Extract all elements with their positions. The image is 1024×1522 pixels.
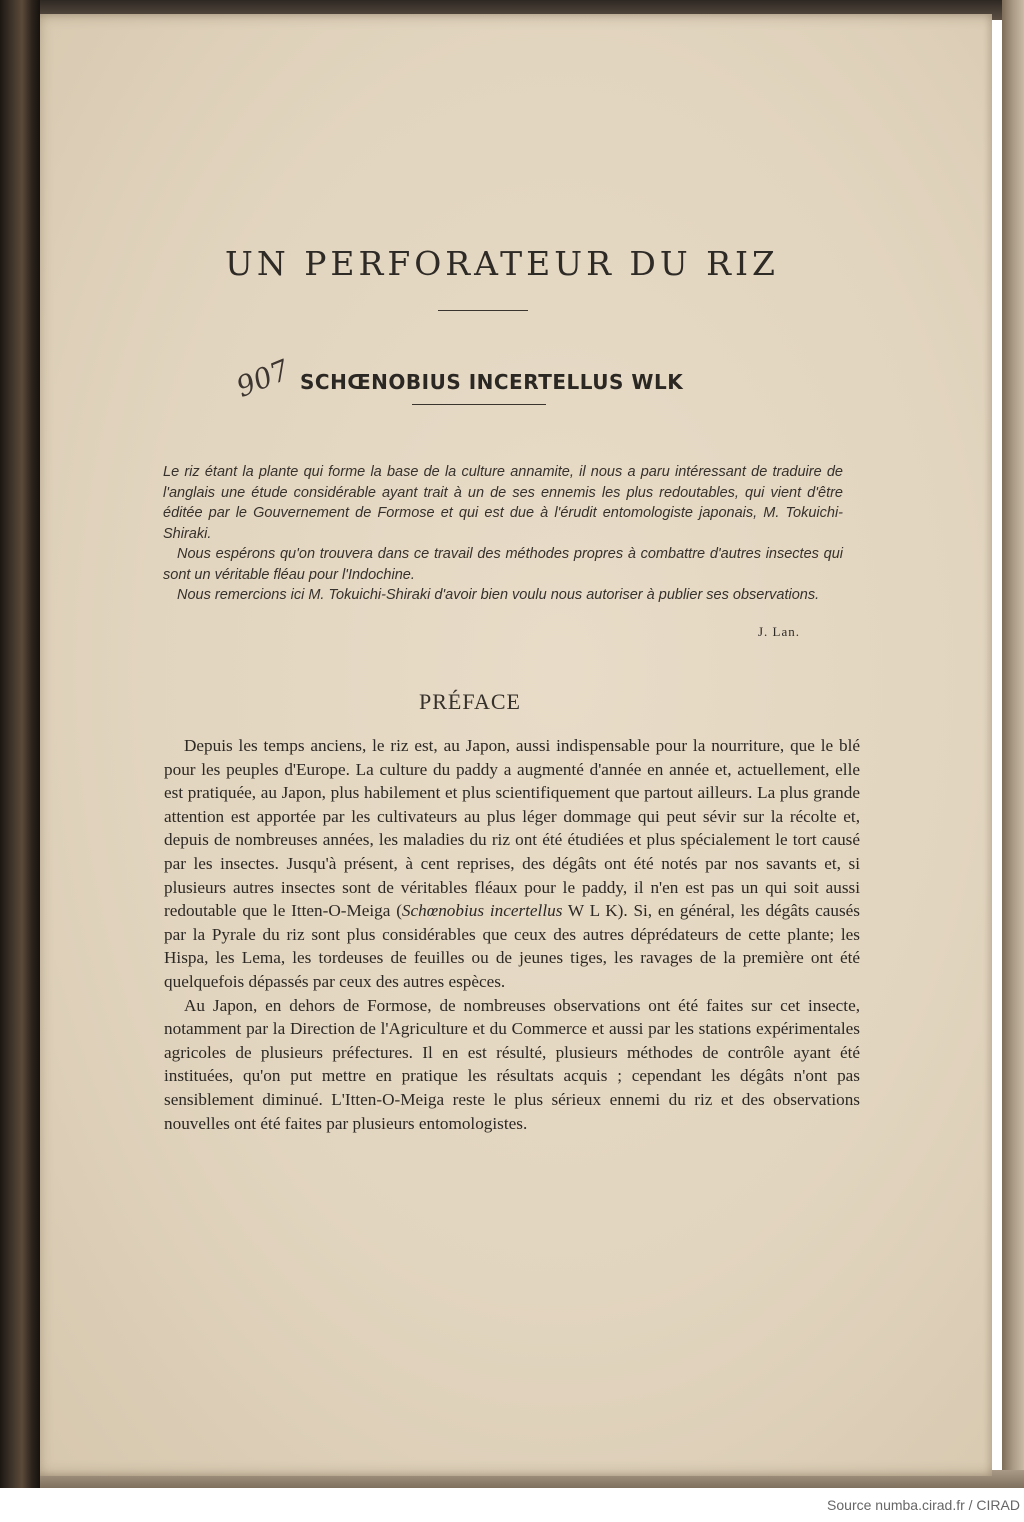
book-binding [0, 0, 40, 1488]
translator-note [163, 462, 843, 606]
preface-body [164, 734, 860, 1135]
article-title: UN PERFORATEUR DU RIZ [225, 244, 779, 283]
section-heading: PRÉFACE [419, 689, 521, 714]
preface-paragraph [164, 734, 860, 994]
book-right-edge [1002, 0, 1024, 1488]
species-name: Schœnobius incertellus [401, 901, 563, 921]
intro-paragraph: Nous espérons qu'on trouvera dans ce travail des méthodes propres à combattre d'autres insectes qui sont un véritable fléau pour l'Indochine. [163, 546, 843, 583]
title-divider [438, 310, 528, 311]
preface-text: Depuis les temps anciens, le riz est, au Japon, aussi indispensable pour la nourriture, que le blé pour les peuples d'Europe. La culture du paddy a augmenté d'année en année et, actuellement, elle est pratiquée, au Japon, plus habilement et plus scientifiquement que partout ailleurs. La plus grande attention est apportée par les cultivateurs au plus léger dommage qui peut sévir sur la récolte et, depuis de nombreuses années, les maladies du riz ont été étudiées et plus spécialement le tort causé par les insectes. Jusqu'à présent, à cent reprises, des dégâts ont été notés par nos savants et, si plusieurs autres insectes sont de véritables fléaux pour le paddy, il n'en est pas un qui soit aussi redoutable que le Itten-O-Meiga ( [164, 736, 860, 921]
preface-paragraph: Au Japon, en dehors de Formose, de nombreuses observations ont été faites sur cet insecte, notamment par la Direction de l'Agriculture et du Commerce et aussi par les stations expérimentales agricoles de plusieurs préfectures. Il en est résulté, plusieurs méthodes de contrôle ayant été instituées, qu'on put mettre en pratique les résultats acquis ; cependant les dégâts n'ont pas sensiblement diminué. L'Itten-O-Meiga reste le plus sérieux ennemi du riz et des observations nouvelles ont été faites par plusieurs entomologistes. [164, 995, 860, 1133]
intro-paragraph: Nous remercions ici M. Tokuichi-Shiraki d'avoir bien voulu nous autoriser à publier ses observations. [177, 587, 820, 603]
subtitle-divider [412, 404, 546, 405]
translator-signature: J. Lan. [757, 624, 800, 639]
species-subtitle: SCHŒNOBIUS INCERTELLUS WLK [300, 370, 684, 394]
source-credit: Source numba.cirad.fr / CIRAD [827, 1497, 1020, 1513]
book-page [30, 14, 992, 1476]
intro-paragraph: Le riz étant la plante qui forme la base de la culture annamite, il nous a paru intéressant de traduire de l'anglais une étude considérable ayant trait à un de ses ennemis les plus redoutables, qui vient d'être éditée par le Gouvernement de Formose et qui est due à l'érudit entomologiste japonais, M. Tokuichi-Shiraki. [163, 464, 843, 542]
handwritten-annotation: 907 [231, 353, 294, 404]
preface-text: W L K). Si, en général, les dégâts causés par la Pyrale du riz sont plus considérables que ceux des autres déprédateurs de cette plante; les Hispa, les Lema, les tordeuses de feuilles ou de jeunes tiges, les ravages de la première ont été quelquefois dépassés par ceux des autres espèces. [164, 901, 860, 991]
